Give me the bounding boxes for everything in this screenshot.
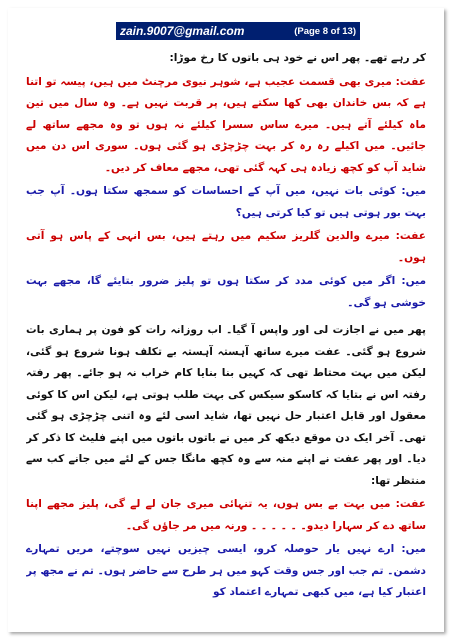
paragraph-dialogue-iffat-1	[26, 72, 426, 180]
paragraph-text: میں بہت بے بس ہوں، یہ تنہائی میری جان لے لے گی، پلیز مجھے اپنا ساتھ دے کر سہارا دیدو۔ ۔ ۔ ۔ ۔ ۔ ورنہ میں مر جاؤں گی۔	[26, 498, 426, 532]
speaker-label: میں:	[401, 543, 426, 555]
story-text	[26, 48, 426, 628]
paragraph-text: ارے نہیں یار حوصلہ کرو، ایسی چیزیں نہیں سوچتے، مریں تمہارے دشمن۔ تم جب اور جس وقت کہو میں ہر طرح سے حاضر ہوں۔ تم نے مجھ پر اعتبار کیا ہے، میں کبھی تمہارے اعتماد کو	[26, 543, 426, 598]
paragraph-text: کوئی بات نہیں، میں آپ کے احساسات کو سمجھ سکتا ہوں۔ آپ جب بہت بور ہوتی ہیں تو کیا کرتی ہیں؟	[26, 185, 426, 219]
speaker-label: عفت:	[395, 75, 426, 88]
paragraph-dialogue-me-2	[26, 271, 426, 314]
speaker-label: میں:	[401, 275, 426, 287]
speaker-label: میں:	[401, 185, 426, 197]
paragraph-text: پھر میں نے اجازت لی اور واپس آ گیا۔ اب روزانہ رات کو فون پر ہماری بات شروع ہو گئی۔ عفت میرے ساتھ آہستہ آہستہ بے تکلف ہونا شروع ہو گئی، لیکن میں بہت محتاط تھی کہ کہیں بنا بنایا کام خراب نہ ہو جائے۔ پھر رفتہ رفتہ اس نے بتایا کہ کاسکو سیکس کی بہت طلب ہوتی ہے، لیکن اس کا کوئی معقول اور قابل اعتبار حل نہیں تھا، شاید اسی لئے وہ اتنی چڑچڑی ہو گئی تھی۔ آخر ایک دن موقع دیکھ کر میں نے باتوں باتوں میں اپنے فلیٹ کا ذکر کر دیا۔ اور پھر عفت نے اپنے منہ سے وہ کچھ مانگا جس کے لئے میں جانے کب سے منتظر تھا:	[26, 324, 426, 487]
speaker-label: عفت:	[395, 230, 426, 242]
paragraph-narration-2	[26, 320, 426, 492]
paragraph-text: میری بھی قسمت عجیب ہے، شوہر نیوی مرچنٹ میں ہیں، پیسہ تو اتنا ہے کہ بس خاندان بھی کھا سکتے ہیں، پر قربت نہیں ہے۔ وہ سال میں تین ماہ کیلئے آتے ہیں۔ میرے ساس سسرا کیلئے نہ ہوں تو وہ مجھے ساتھ لے جائیں۔ میں اکیلے رہ رہ کر بہت چڑچڑی ہو گئی ہوں۔ سوری اس دن میں شاید آپ کو کچھ زیادہ ہی کہہ گئی تھی، مجھے معاف کر دیں۔	[26, 75, 426, 174]
paragraph-text: اگر میں کوئی مدد کر سکتا ہوں تو پلیز ضرور بتایئے گا، مجھے بہت خوشی ہو گی۔	[26, 275, 426, 309]
paragraph-narration-1	[26, 48, 426, 70]
page-header-bar	[116, 22, 360, 40]
speaker-label: عفت:	[395, 498, 426, 510]
paragraph-dialogue-iffat-2	[26, 226, 426, 269]
paragraph-text: کر رہے تھے۔ پھر اس نے خود ہی باتوں کا رخ موڑا:	[169, 52, 426, 64]
paragraph-text: میرے والدین گلریز سکیم میں رہتے ہیں، بس انہی کے پاس ہو آتی ہوں۔	[26, 230, 426, 264]
paragraph-dialogue-me-3	[26, 539, 426, 604]
paragraph-dialogue-iffat-3	[26, 494, 426, 537]
header-page-number: (Page 8 of 13)	[294, 25, 356, 37]
header-email: zain.9007@gmail.com	[120, 24, 245, 38]
paragraph-dialogue-me-1	[26, 181, 426, 224]
document-page	[8, 8, 444, 632]
